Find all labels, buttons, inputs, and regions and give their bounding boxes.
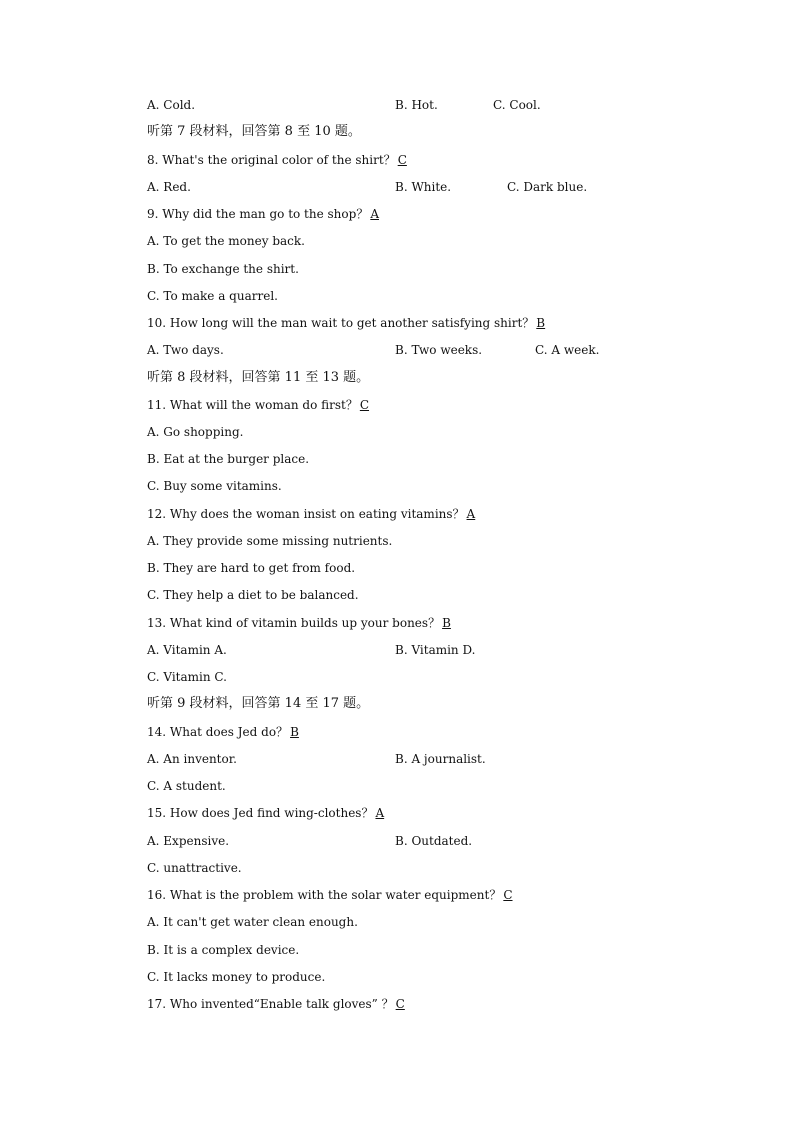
option-a: A. Two days. [147,343,224,357]
question-16 [147,887,515,903]
option-c: C. To make a quarrel. [147,289,278,303]
option-b: B. Vitamin D. [395,643,476,657]
option-b: B. It is a complex device. [147,943,300,957]
option-b: B. Two weeks. [395,343,483,357]
option-a: A. Expensive. [147,834,230,848]
option-a: A. Go shopping. [147,425,244,439]
answer-blank: B [290,725,299,739]
option-b: B. They are hard to get from food. [147,561,356,575]
answer-blank: A [466,507,476,521]
question-text: 14. What does Jed do？ [147,725,289,739]
option-a: A. It can't get water clean enough. [147,915,358,929]
answer-blank: A [375,806,385,820]
question-15 [147,805,386,821]
section-heading-9: 听第 9 段材料，回答第 14 至 17 题。 [147,696,370,711]
answer-blank: C [397,153,407,167]
answer-blank: C [503,888,513,902]
option-row [147,179,588,195]
question-text: 13. What kind of vitamin builds up your bones？ [147,616,441,630]
option-a: A. An inventor. [147,752,237,766]
question-text: 11. What will the woman do first？ [147,398,358,412]
option-b: B. To exchange the shirt. [147,262,299,276]
question-13 [147,615,453,631]
option-a: A. Red. [147,180,191,194]
option-a: A. They provide some missing nutrients. [147,534,393,548]
option-row [147,642,476,658]
answer-blank: C [395,997,405,1011]
section-heading-8: 听第 8 段材料，回答第 11 至 13 题。 [147,370,370,385]
option-c: C. unattractive. [147,861,242,875]
question-12 [147,506,477,522]
option-c: C. Dark blue. [507,180,588,194]
question-10 [147,315,547,331]
question-9 [147,206,381,222]
question-11 [147,397,371,413]
option-c: C. A week. [535,343,600,357]
section-heading-7: 听第 7 段材料，回答第 8 至 10 题。 [147,124,361,139]
question-14 [147,724,301,740]
question-text: 17. Who invented“Enable talk gloves” ？ [147,997,394,1011]
option-a: A. Cold. [147,98,196,112]
answer-blank: C [359,398,370,412]
question-text: 9. Why did the man go to the shop？ [147,207,369,221]
question-text: 16. What is the problem with the solar water equipment？ [147,888,502,902]
option-b: B. A journalist. [395,752,486,766]
option-row [147,833,473,849]
option-c: C. They help a diet to be balanced. [147,588,359,602]
answer-blank: A [370,207,379,221]
option-row [147,342,600,358]
question-17 [147,996,407,1012]
question-text: 10. How long will the man wait to get another satisfying shirt？ [147,316,535,330]
option-c: C. A student. [147,779,226,793]
answer-blank: B [442,616,451,630]
question-text: 12. Why does the woman insist on eating vitamins？ [147,507,465,521]
option-a: A. To get the money back. [147,234,305,248]
answer-blank: B [536,316,546,330]
option-c: C. It lacks money to produce. [147,970,326,984]
option-b: B. Outdated. [395,834,473,848]
option-row [147,97,541,113]
question-8 [147,152,409,168]
option-c: C. Vitamin C. [147,670,227,684]
option-b: B. Hot. [395,98,438,112]
option-a: A. Vitamin A. [147,643,227,657]
option-c: C. Cool. [493,98,541,112]
option-b: B. Eat at the burger place. [147,452,310,466]
question-text: 8. What's the original color of the shirt？ [147,153,396,167]
option-row [147,751,486,767]
question-text: 15. How does Jed find wing-clothes？ [147,806,374,820]
option-b: B. White. [395,180,452,194]
option-c: C. Buy some vitamins. [147,479,282,493]
